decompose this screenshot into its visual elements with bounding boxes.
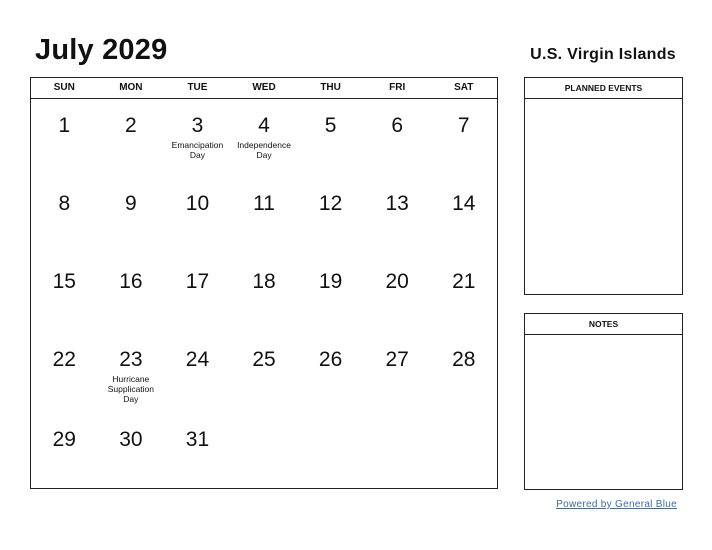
day-cell: [297, 333, 364, 413]
weekday-header: [31, 78, 497, 99]
day-number: 21: [452, 270, 476, 293]
day-cell: [98, 99, 165, 177]
planned-events-title: PLANNED EVENTS: [525, 78, 682, 99]
weekday-sun: SUN: [53, 82, 75, 93]
day-cell: [297, 255, 364, 333]
planned-events-panel: [524, 77, 683, 295]
day-cell: [164, 333, 231, 413]
day-number: 9: [125, 192, 137, 215]
weekday-wed: WED: [252, 82, 276, 93]
weekday-fri: FRI: [389, 82, 406, 93]
day-number: 5: [324, 114, 337, 137]
weekday-tue: TUE: [187, 82, 208, 93]
day-number: 28: [452, 348, 476, 371]
day-cell: [164, 177, 231, 255]
weekday-mon: MON: [119, 82, 143, 93]
day-cell: [364, 255, 431, 333]
day-number: 31: [185, 428, 210, 451]
day-cell: [31, 413, 98, 488]
day-cell: [231, 255, 298, 333]
day-cell: [430, 99, 497, 177]
day-cell: [164, 255, 231, 333]
day-number: 2: [125, 114, 137, 137]
day-number: 20: [385, 270, 409, 293]
day-cell: [31, 177, 98, 255]
day-cell: [231, 177, 298, 255]
holiday-label: Independence Day: [237, 140, 291, 160]
week-row: [31, 255, 497, 333]
weeks-container: [31, 99, 497, 488]
week-row: [31, 99, 497, 177]
day-number: 18: [252, 270, 276, 293]
notes-title: NOTES: [525, 314, 682, 335]
day-cell: [364, 99, 431, 177]
day-number: 11: [253, 192, 275, 215]
weekday-thu: THU: [320, 82, 341, 93]
holiday-label: Emancipation Day: [171, 140, 224, 160]
day-cell: [98, 333, 165, 413]
day-cell: [231, 333, 298, 413]
day-cell: [430, 177, 497, 255]
day-cell: [31, 333, 98, 413]
day-number: 15: [52, 270, 76, 293]
day-number: 29: [52, 428, 76, 451]
day-number: 27: [385, 348, 409, 371]
day-number: 13: [385, 192, 409, 215]
notes-panel: [524, 313, 683, 490]
day-cell: [31, 99, 98, 177]
week-row: [31, 333, 497, 413]
day-cell: [164, 413, 231, 488]
day-cell: [297, 413, 364, 488]
day-cell: [231, 99, 298, 177]
calendar-grid: [30, 77, 498, 489]
week-row: [31, 177, 497, 255]
day-cell: [231, 413, 298, 488]
day-cell: [430, 255, 497, 333]
week-row: [31, 413, 497, 488]
day-number: 30: [119, 428, 143, 451]
day-cell: [430, 413, 497, 488]
day-number: 8: [58, 192, 71, 215]
day-number: 24: [185, 348, 210, 371]
month-title: July 2029: [35, 34, 168, 66]
weekday-sat: SAT: [454, 82, 474, 93]
day-cell: [430, 333, 497, 413]
day-number: 19: [318, 270, 343, 293]
day-cell: [364, 177, 431, 255]
day-cell: [98, 413, 165, 488]
day-number: 3: [191, 114, 204, 137]
day-cell: [364, 333, 431, 413]
day-number: 17: [185, 270, 210, 293]
day-cell: [164, 99, 231, 177]
day-cell: [297, 177, 364, 255]
day-cell: [98, 177, 165, 255]
day-number: 14: [452, 192, 476, 215]
powered-by-link[interactable]: Powered by General Blue: [556, 499, 677, 510]
day-number: 22: [52, 348, 76, 371]
day-cell: [31, 255, 98, 333]
day-number: 26: [318, 348, 343, 371]
day-number: 1: [58, 114, 71, 137]
day-cell: [297, 99, 364, 177]
day-cell: [98, 255, 165, 333]
day-number: 16: [119, 270, 143, 293]
holiday-label: Hurricane Supplication Day: [107, 374, 155, 404]
day-number: 10: [185, 192, 210, 215]
day-number: 6: [391, 114, 404, 137]
day-number: 4: [258, 114, 270, 137]
region-label: U.S. Virgin Islands: [530, 46, 676, 63]
day-number: 12: [318, 192, 343, 215]
day-number: 7: [457, 114, 470, 137]
day-cell: [364, 413, 431, 488]
day-number: 23: [119, 348, 143, 371]
day-number: 25: [252, 348, 276, 371]
